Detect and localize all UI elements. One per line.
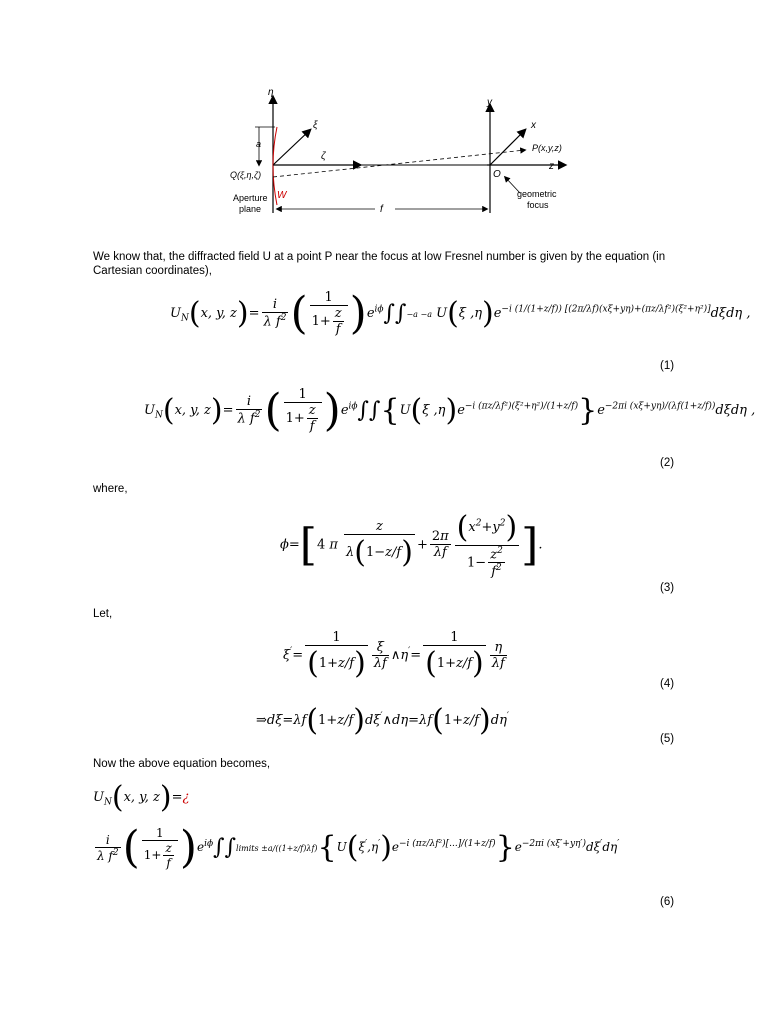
f-label: f [380, 204, 383, 215]
p-label: P(x,y,z) [532, 143, 562, 153]
z-label: z [549, 161, 554, 172]
where-paragraph: where, [93, 483, 128, 495]
geometric-label: geometric [517, 189, 557, 199]
zeta-label: ζ [321, 151, 326, 162]
eta-label: η [268, 87, 274, 98]
equation-1: $U_N(x$, y, z)= $\frac{i}{\lambda f^2}$ ( 1 1+ $\frac{z}{f}$ )$e^{i\phi}\int\int-a -a$ U(ξ $,\eta)e^{-i (1/(1+z/f)) [(2\pi/\lambda f)(x\xi+y\eta)+(\pi z/\lambda f^2)(\xi^2+\eta^2)]}d\xi d\eta$ , [170, 288, 751, 339]
focus-label: focus [527, 200, 549, 210]
inverted-question-mark: ¿ [182, 790, 190, 805]
xi-label: ξ [313, 120, 318, 131]
q-label: Q(ξ,η,ζ) [230, 170, 262, 180]
equation-3: ϕ=[4 π $\frac{z}{\lambda(1-z/f)}$ + $\frac{2\pi}{\lambda f}$ $(x^2+y^2)$ 1− $\frac{z^2}{f^2}$ ]. [280, 510, 543, 580]
now-paragraph: Now the above equation becomes, [93, 758, 271, 770]
equation-number-4: (4) [660, 678, 675, 690]
let-paragraph: Let, [93, 608, 113, 620]
y-label: y [487, 97, 492, 108]
aperture-label: Aperture [233, 193, 268, 203]
equation-4: ξ′= $\frac{1}{(1+z/f)}$ $\frac{\xi}{\lambda f}$ ∧η′= $\frac{1}{(1+z/f)}$ $\frac{\eta}{\lambda f}$ [283, 630, 505, 681]
aperture-diagram [225, 85, 585, 220]
equation-6-lhs: $U_N(x$, y, z)=¿ [93, 780, 190, 815]
plane-label: plane [239, 204, 262, 214]
equation-number-1: (1) [660, 360, 675, 372]
equation-number-2: (2) [660, 457, 675, 469]
o-label: O [493, 169, 501, 180]
x-label: x [531, 120, 536, 131]
equation-2: $U_N(x$, y, z)= $\frac{i}{\lambda f^2}$ ( 1 1+ $\frac{z}{f}$ )$e^{i\phi}\int\int\{U(\xi$ $,\eta)e^{-i (\pi z/\lambda f^2)(\xi^2+\eta^2)/(1+z/f)}\}e^{-2\pi i (x\xi+y\eta)/(\lambda f(1+z/f))}d\xi d\eta$ , [144, 385, 756, 436]
w-label: W [277, 190, 287, 201]
equation-number-6: (6) [660, 896, 675, 908]
equation-5: ⇒dξ=λf(1+z/f)dξ′∧dη=λf(1+z/f)dη′ [256, 703, 509, 738]
equation-number-5: (5) [660, 733, 675, 745]
equation-number-3: (3) [660, 582, 675, 594]
equation-6: $\frac{i}{\lambda f^2}$ ( 1 1+ $\frac{z}{f}$ )$e^{i\phi}\int\int limits \pm a/((1+z/f)\lambda f)\{U(\xi',\eta')e^{-i (\pi z/\lambda f^2)[...]/(1+z/f)}\}e^{-2\pi i (x\xi'+y\eta')}d\xi'd\eta'$ [97, 822, 620, 873]
a-label: a [256, 139, 262, 149]
intro-paragraph: We know that, the diffracted field U at a point P near the focus at low Fresnel number is given by the equation (in Cartesian coordinates), [93, 251, 666, 277]
